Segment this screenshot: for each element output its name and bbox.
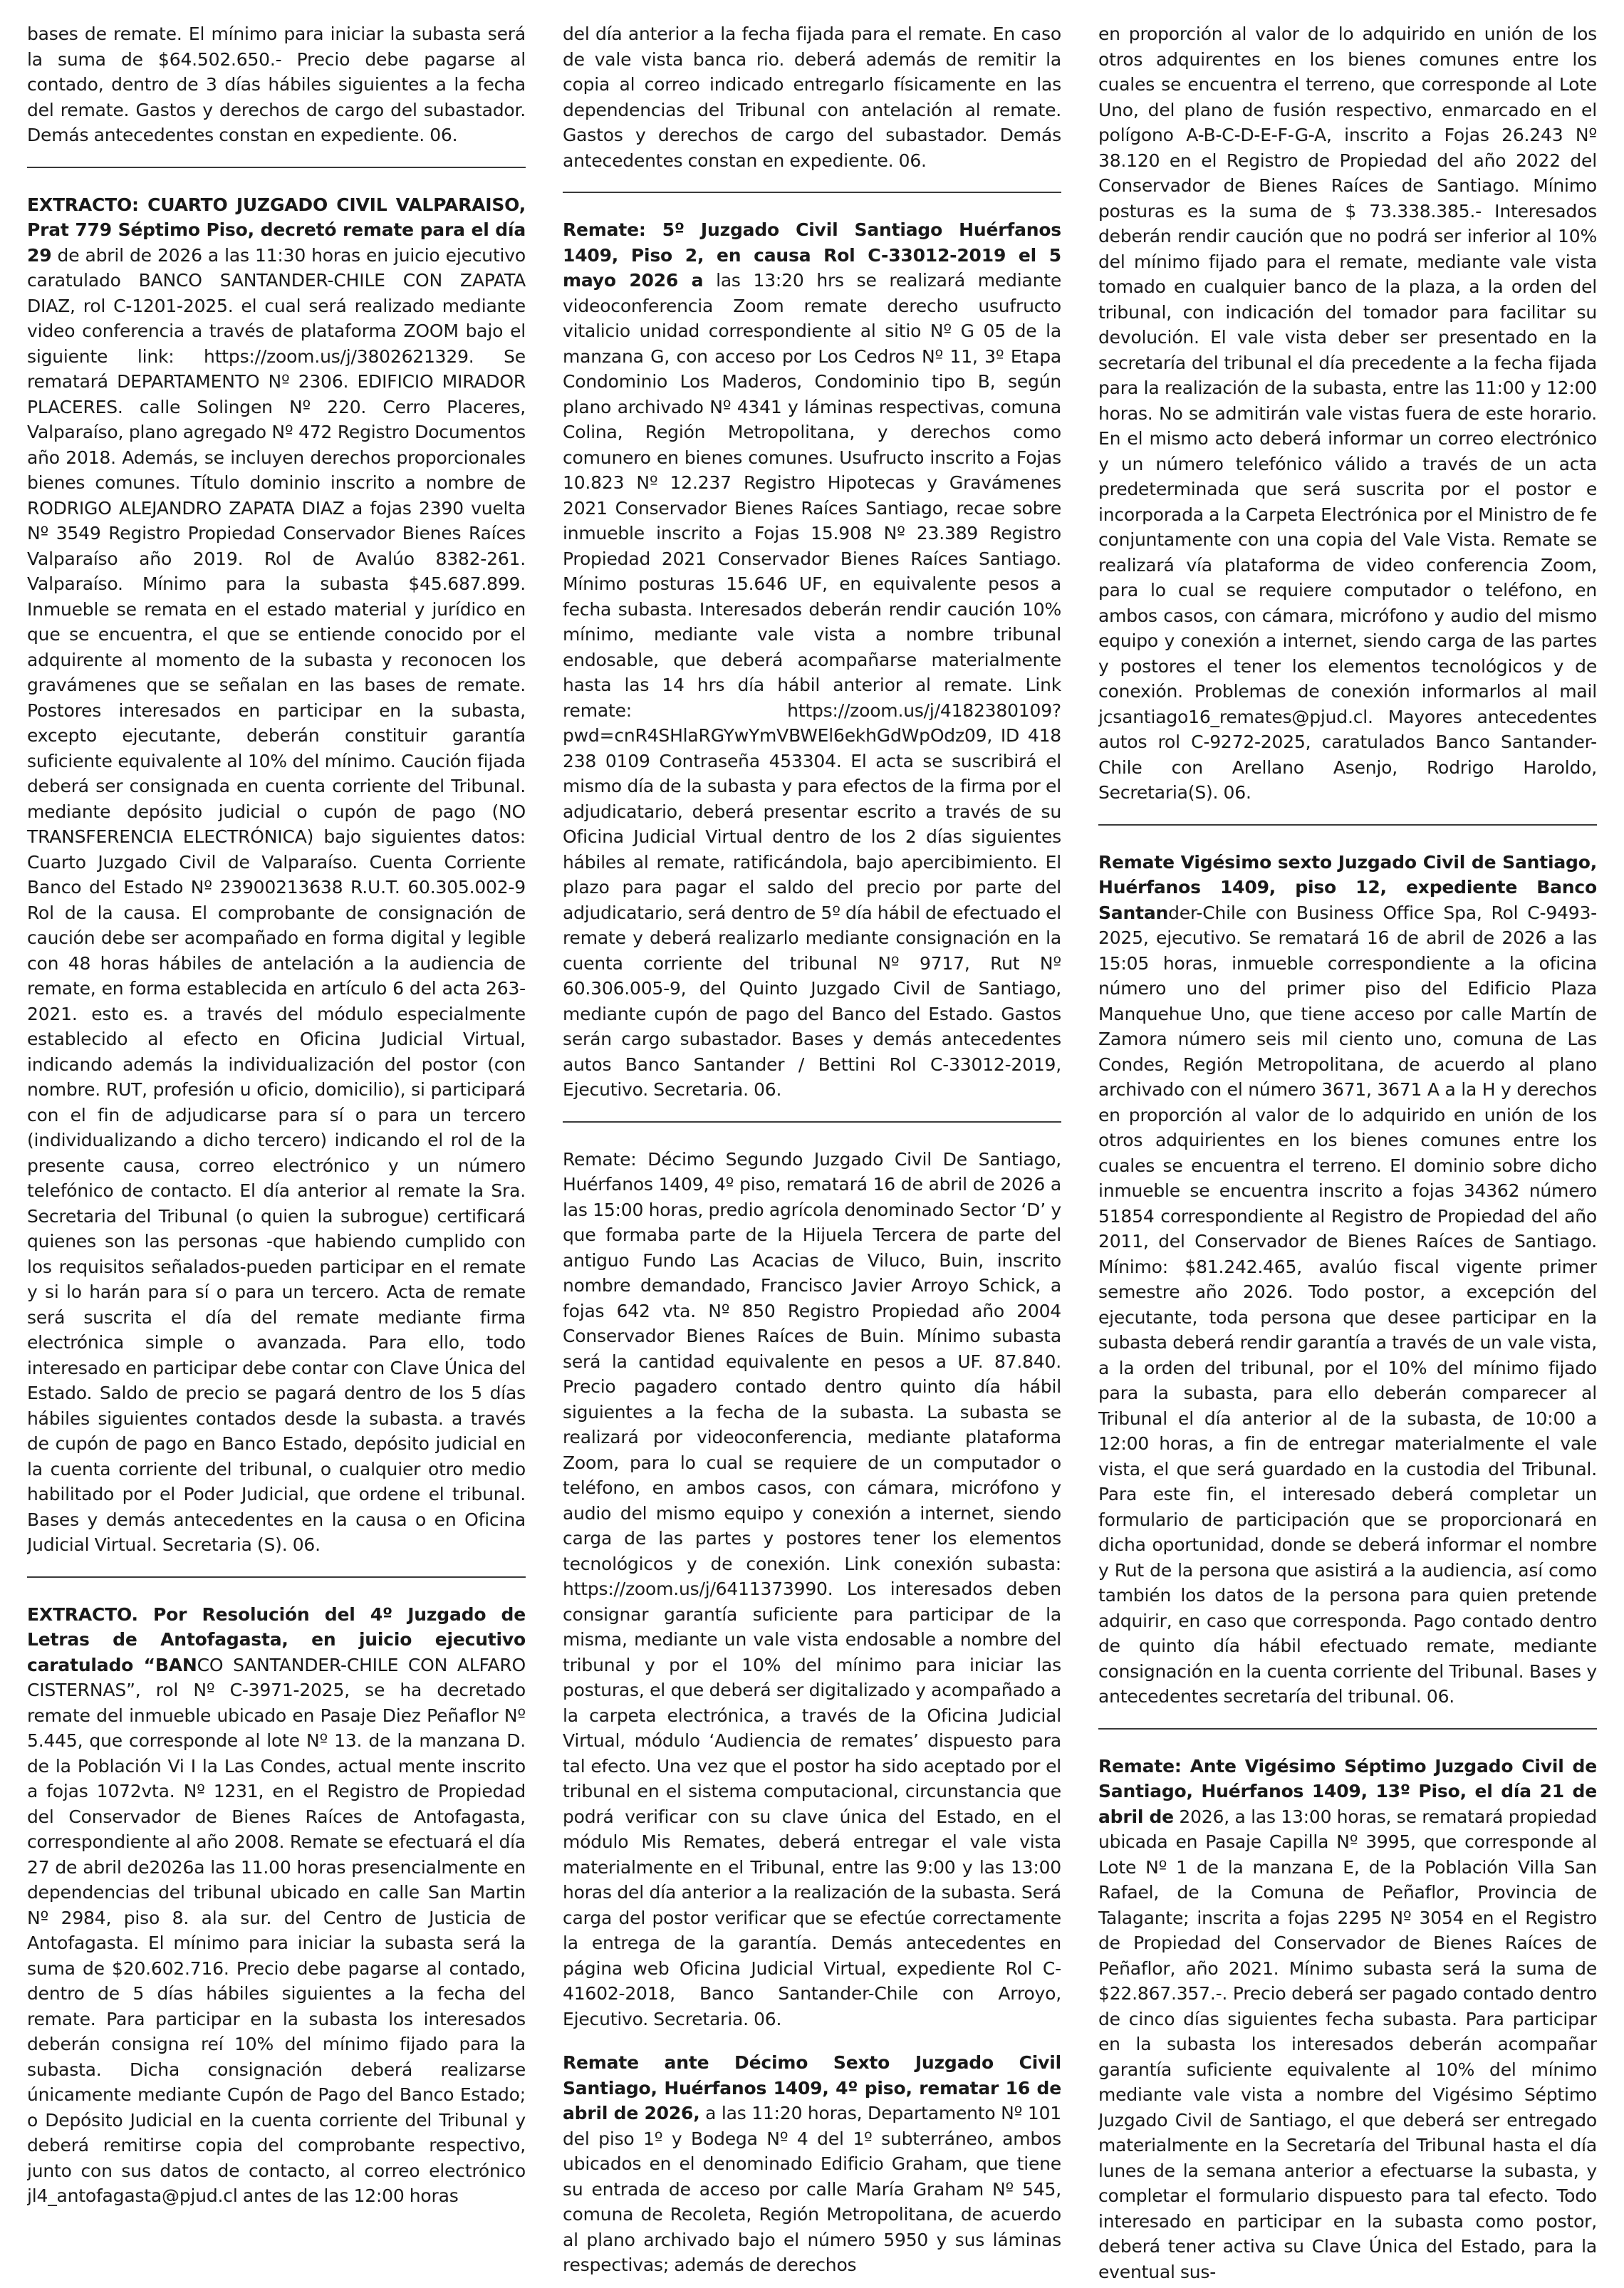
notice-body: der-Chile con Business Office Spa, Rol C-9493-2025, ejecutivo. Se rematará 16 de abril de 2026 a las 15:05 horas, inmueble correspondiente a la oficina número uno del primer piso del Edificio Plaza Manquehue Uno, que tiene acceso por calle Martín de Zamora número seis mil ciento uno, comuna de Las Condes, Región Metropolitana, de acuerdo al plano archivado con el número 3671, 3671 A a la H y derechos en proporción al valor de lo adquirido en unión de los otros adquirientes en los bienes comunes entre los cuales se encuentra el terreno. El dominio sobre dicho inmueble se encuentra inscrito a fojas 34362 número 51854 correspondiente al Registro de Propiedad del año 2011, del Conservador de Bienes Raíces de Santiago. Mínimo: $81.242.465, avalúo fiscal vigente primer semestre año 2026. Todo postor, a excepción del ejecutante, toda persona que desee participar en la subasta deberá rendir garantía a través de un vale vista, a la orden del tribunal, por el 10% del mínimo fijado para la subasta, para ello deberán comparecer al Tribunal el día anterior al de la subasta, de 10:00 a 12:00 horas, a fin de entregar materialmente el vale vista, el que será guardado en la custodia del Tribunal. Para este fin, el interesado deberá completar un formulario de participación que se proporcionará en dicha oportunidad, donde se deberá informar el nombre y Rut de la persona que asistirá a la audiencia, así como también los datos de la persona para quien pretende adquirir, en caso que corresponda. Pago contado dentro de quinto día hábil efectuado remate, mediante consignación en la cuenta corriente del Tribunal. Bases y antecedentes secretaría del tribunal. 06. [1098,902,1597,1707]
notice-divider [1098,1728,1597,1730]
notice-heading: Remate Vigésimo sexto Juzgado Civil de Santiago, Huérfanos 1409, piso 12, expediente Banco Santan [1098,851,1597,923]
notice-body: 2026, a las 13:00 horas, se rematará propiedad ubicada en Pasaje Capilla Nº 3995, que corresponde al Lote Nº 1 de la manzana E, de la Población Villa San Rafael, de la Comuna de Peñaflor, Provincia de Talagante; inscrita a fojas 2295 Nº 3054 en el Registro de Propiedad del Conservador de Bienes Raíces de Peñaflor, año 2021. Mínimo subasta será la suma de $22.867.357.-. Precio deberá ser pagado contado dentro de cinco días siguientes fecha subasta. Para participar en la subasta los interesados deberán acompañar garantía suficiente equivalente al 10% del mínimo mediante vale vista a nombre del Vigésimo Séptimo Juzgado Civil de Santiago, el que deberá ser entregado materialmente en la Secretaría del Tribunal hasta el día lunes de la semana anterior a efectuarse la subasta, y completar el formulario dispuesto para tal efecto. Todo interesado en participar en la subasta como postor, deberá tener activa su Clave Única del Estado, para la eventual sus- [1098,1806,1597,2282]
notice-heading: Remate ante Décimo Sexto Juzgado Civil Santiago, Huérfanos 1409, 4º piso, rematar 16 de abril de 2026, [563,2052,1061,2123]
notice-valparaiso [27,192,526,1576]
notice-antofagasta [27,1602,526,2227]
notice-decimo-sexto-juzgado [563,2050,1061,2288]
notice-heading: Remate: 5º Juzgado Civil Santiago Huérfanos 1409, Piso 2, en causa Rol C-33012-2019 el 5 mayo 2026 a [563,219,1061,291]
notice-heading: EXTRACTO: CUARTO JUZGADO CIVIL VALPARAISO, Prat 779 Séptimo Piso, decretó remate para el día 29 [27,194,526,266]
notice-continuation [1098,21,1597,824]
notice-body: de abril de 2026 a las 11:30 horas en juicio ejecutivo caratulado BANCO SANTANDER-CHILE CON ZAPATA DIAZ, rol C-1201-2025. el cual será realizado mediante video conferencia a través de plataforma ZOOM bajo el siguiente link: https://zoom.us/j/3802621329. Se rematará DEPARTAMENTO Nº 2306. EDIFICIO MIRADOR PLACERES. calle Solingen Nº 220. Cerro Placeres, Valparaíso, plano agregado Nº 472 Registro Documentos año 2018. Además, se incluyen derechos proporcionales bienes comunes. Título dominio inscrito a nombre de RODRIGO ALEJANDRO ZAPATA DIAZ a fojas 2390 vuelta Nº 3549 Registro Propiedad Conservador Bienes Raíces Valparaíso año 2019. Rol de Avalúo 8382-261. Valparaíso. Mínimo para la subasta $45.687.899. Inmueble se remata en el estado material y jurídico en que se encuentra, el que se entiende conocido por el adquirente al momento de la subasta y reconocen los gravámenes que se señalan en las bases de remate. Postores interesados en participar en la subasta, excepto ejecutante, deberán constituir garantía suficiente equivalente al 10% del mínimo. Caución fijada deberá ser consignada en cuenta corriente del Tribunal. mediante depósito judicial o cupón de pago (NO TRANSFERENCIA ELECTRÓNICA) bajo siguientes datos: Cuarto Juzgado Civil de Valparaíso. Cuenta Corriente Banco del Estado Nº 23900213638 R.U.T. 60.305.002-9 Rol de la causa. El comprobante de consignación de caución debe ser acompañado en forma digital y legible con 48 horas hábiles de antelación a la audiencia de remate, en forma establecida en artículo 6 del acta 263-2021. esto es. a través del módulo especialmente establecido al efecto en Oficina Judicial Virtual, indicando además la individualización del postor (con nombre. RUT, profesión u oficio, domicilio), si participará con el fin de adjudicarse para sí o para un tercero (individualizando a dicho tercero) indicando el rol de la presente causa, correo electrónico y un número telefónico de contacto. El día anterior al remate la Sra. Secretaria del Tribunal (o quien la subrogue) certificará quienes son las personas -que habiendo cumplido con los requisitos señalados-pueden participar en el remate y si lo harán para sí o para un tercero. Acta de remate será suscrita el día del remate mediante firma electrónica simple o avanzada. Para ello, todo interesado en participar debe contar con Clave Única del Estado. Saldo de precio se pagará dentro de los 5 días hábiles siguientes contados desde la subasta. a través de cupón de pago en Banco Estado, depósito judicial en la cuenta corriente del tribunal, o cualquier otro medio habilitado por el Poder Judicial, que ordene el tribunal. Bases y demás antecedentes en la causa o en Oficina Judicial Virtual. Secretaria (S). 06. [27,244,526,1555]
notice-divider [27,167,526,168]
notice-body: Remate: Décimo Segundo Juzgado Civil De Santiago, Huérfanos 1409, 4º piso, rematará 16 de abril de 2026 a las 15:00 horas, predio agrícola denominado Sector ‘D’ y que formaba parte de la Hijuela Tercera de parte del antiguo Fundo Las Acacias de Viluco, Buin, inscrito nombre demandado, Francisco Javier Arroyo Schick, a fojas 642 vta. Nº 850 Registro Propiedad año 2004 Conservador Bienes Raíces de Buin. Mínimo subasta será la cantidad equivalente en pesos a UF. 87.840. Precio pagadero contado dentro quinto día hábil siguientes a la fecha de la subasta. La subasta se realizará por videoconferencia, mediante plataforma Zoom, para lo cual se requiere de un computador o teléfono, en ambos casos, con cámara, micrófono y audio del mismo equipo y conexión a internet, siendo carga de las partes y postores tener los elementos tecnológicos y de conexión. Link conexión subasta: https://zoom.us/j/6411373990. Los interesados deben consignar garantía suficiente para participar de la misma, mediante un vale vista endosable a nombre del tribunal y por el 10% del mínimo para iniciar las posturas, el que deberá ser digitalizado y acompañado a la carpeta electrónica, a través de la Oficina Judicial Virtual, módulo ‘Audiencia de remates’ dispuesto para tal efecto. Una vez que el postor ha sido aceptado por el tribunal en el sistema computacional, circunstancia que podrá verificar con su clave única del Estado, en el módulo Mis Remates, deberá entregar el vale vista materialmente en el Tribunal, entre las 9:00 y las 13:00 horas del día anterior a la realización de la subasta. Será carga del postor verificar que se efectúe correctamente la entrega de la garantía. Demás antecedentes en página web Oficina Judicial Virtual, expediente Rol C-41602-2018, Banco Santander-Chile con Arroyo, Ejecutivo. Secretaria. 06. [563,1148,1061,2029]
notice-duodecimo-juzgado [563,1147,1061,2051]
notice-body: en proporción al valor de lo adquirido en unión de los otros adquirentes en los bienes comunes entre los cuales se encuentra el terreno, que corresponde al Lote Uno, del plano de fusión respectivo, enmarcado en el polígono A-B-C-D-E-F-G-A, inscrito a Fojas 26.243 Nº 38.120 en el Registro de Propiedad del año 2022 del Conservador de Bienes Raíces de Santiago. Mínimo posturas es la suma de $ 73.338.385.- Interesados deberán rendir caución que no podrá ser inferior al 10% del mínimo fijado para el remate, mediante vale vista tomado en cualquier banco de la plaza, a la orden del tribunal, con indicación del tomador para facilitar su devolución. El vale vista deber ser presentado en la secretaría del tribunal el día precedente a la fecha fijada para la realización de la subasta, entre las 11:00 y 12:00 horas. No se admitirán vale vistas fuera de este horario. En el mismo acto deberá informar un correo electrónico y un número telefónico válido a través de un acta predeterminada que será suscrita por el postor e incorporada a la Carpeta Electrónica por el Ministro de fe conjuntamente con una copia del Vale Vista. Remate se realizará vía plataforma de video conferencia Zoom, para lo cual se requiere computador o teléfono, en ambos casos, con cámara, micrófono y audio del mismo equipo y conexión a internet, siendo carga de las partes y postores el tener los elementos tecnológicos y de conexión. Problemas de conexión informarlos al mail jcsantiago16_remates@pjud.cl. Mayores antecedentes autos rol C-9272-2025, caratulados Banco Santander-Chile con Arellano Asenjo, Rodrigo Haroldo, Secretaria(S). 06. [1098,24,1597,803]
notice-body: a las 11:20 horas, Departamento Nº 101 del piso 1º y Bodega Nº 4 del 1º subterráneo, ambos ubicados en el denominado Edificio Graham, que tiene su entrada de acceso por calle María Graham Nº 545, comuna de Recoleta, Región Metropolitana, de acuerdo al plano archivado bajo el número 5950 y sus láminas respectivas; además de derechos [563,2103,1061,2275]
notice-heading: EXTRACTO. Por Resolución del 4º Juzgado de Letras de Antofagasta, en juicio ejecutivo caratulado “BAN [27,1603,526,1675]
notice-body: del día anterior a la fecha fijada para el remate. En caso de vale vista banca rio. deberá además de remitir la copia al correo indicado entregarlo físicamente en las dependencias del Tribunal con antelación al remate. Gastos y derechos de cargo del subastador. Demás antecedentes constan en expediente. 06. [563,24,1061,171]
notice-divider [563,1121,1061,1123]
notice-quinto-juzgado [563,217,1061,1121]
notice-divider [563,192,1061,193]
column-1 [27,21,526,2288]
notice-body: CO SANTANDER-CHILE CON ALFARO CISTERNAS”, rol Nº C-3971-2025, se ha decretado remate del inmueble ubicado en Pasaje Diez Peñaflor Nº 5.445, que corresponde al lote Nº 13. de la manzana D. de la Población Vi I la Las Condes, actual mente inscrito a fojas 1072vta. Nº 1231, en el Registro de Propiedad del Conservador de Bienes Raíces de Antofagasta, correspondiente al año 2008. Remate se efectuará el día 27 de abril de2026a las 11.00 horas presencialmente en dependencias del tribunal ubicado en calle San Martin Nº 2984, piso 8. ala sur. del Centro de Justicia de Antofagasta. El mínimo para iniciar la subasta será la suma de $20.602.716. Precio debe pagarse al contado, dentro de 5 días hábiles siguientes a la fecha del remate. Para participar en la subasta los interesados deberán consigna reí 10% del mínimo fijado para la subasta. Dicha consignación deberá realizarse únicamente mediante Cupón de Pago del Banco Estado; o Depósito Judicial en la cuenta corriente del Tribunal y deberá remitirse copia del comprobante respectivo, junto con sus datos de contacto, al correo electrónico jl4_antofagasta@pjud.cl antes de las 12:00 horas [27,1654,526,2206]
notice-divider [27,1576,526,1578]
column-3 [1098,21,1597,2288]
notice-vigesimo-septimo-juzgado [1098,1754,1597,2288]
notice-body: las 13:20 hrs se realizará mediante videoconferencia Zoom remate derecho usufructo vitalicio unidad correspondiente al sitio Nº G 05 de la manzana G, con acceso por Los Cedros Nº 11, 3º Etapa Condominio Los Maderos, Condominio tipo B, según plano archivado Nº 4341 y láminas respectivas, comuna Colina, Región Metropolitana, y derechos como comunero en bienes comunes. Usufructo inscrito a Fojas 10.823 Nº 12.237 Registro Hipotecas y Gravámenes 2021 Conservador Bienes Raíces Santiago, recae sobre inmueble inscrito a Fojas 15.908 Nº 23.389 Registro Propiedad 2021 Conservador Bienes Raíces Santiago. Mínimo posturas 15.646 UF, en equivalente pesos a fecha subasta. Interesados deberán rendir caución 10% mínimo, mediante vale vista a nombre tribunal endosable, que deberá acompañarse materialmente hasta las 14 hrs día hábil anterior al remate. Link remate: https://zoom.us/j/4182380109?pwd=cnR4SHlaRGYwYmVBWEl6ekhGdWpOdz09, ID 418 238 0109 Contraseña 453304. El acta se suscribirá el mismo día de la subasta y para efectos de la firma por el adjudicatario, deberá presentar escrito a través de su Oficina Judicial Virtual dentro de los 2 días siguientes hábiles al remate, ratificándola, bajo apercibimiento. El plazo para pagar el saldo del precio por parte del adjudicatario, será dentro de 5º día hábil de efectuado el remate y deberá realizarlo mediante consignación en la cuenta corriente del tribunal Nº 9717, Rut Nº 60.306.005-9, del Quinto Juzgado Civil de Santiago, mediante cupón de pago del Banco del Estado. Gastos serán cargo subastador. Bases y demás antecedentes autos Banco Santander / Bettini Rol C-33012-2019, Ejecutivo. Secretaria. 06. [563,270,1061,1100]
notice-continuation [563,21,1061,192]
notice-heading: Remate: Ante Vigésimo Séptimo Juzgado Civil de Santiago, Huérfanos 1409, 13º Piso, el día 21 de abril de [1098,1755,1597,1827]
notice-body: bases de remate. El mínimo para iniciar la subasta será la suma de $64.502.650.- Precio debe pagarse al contado, dentro de 3 días hábiles siguientes a la fecha del remate. Gastos y derechos de cargo del subastador. Demás antecedentes constan en expediente. 06. [27,24,526,145]
notice-vigesimo-sexto-juzgado [1098,850,1597,1728]
notice-continuation [27,21,526,167]
notice-divider [1098,824,1597,826]
column-2 [563,21,1061,2288]
